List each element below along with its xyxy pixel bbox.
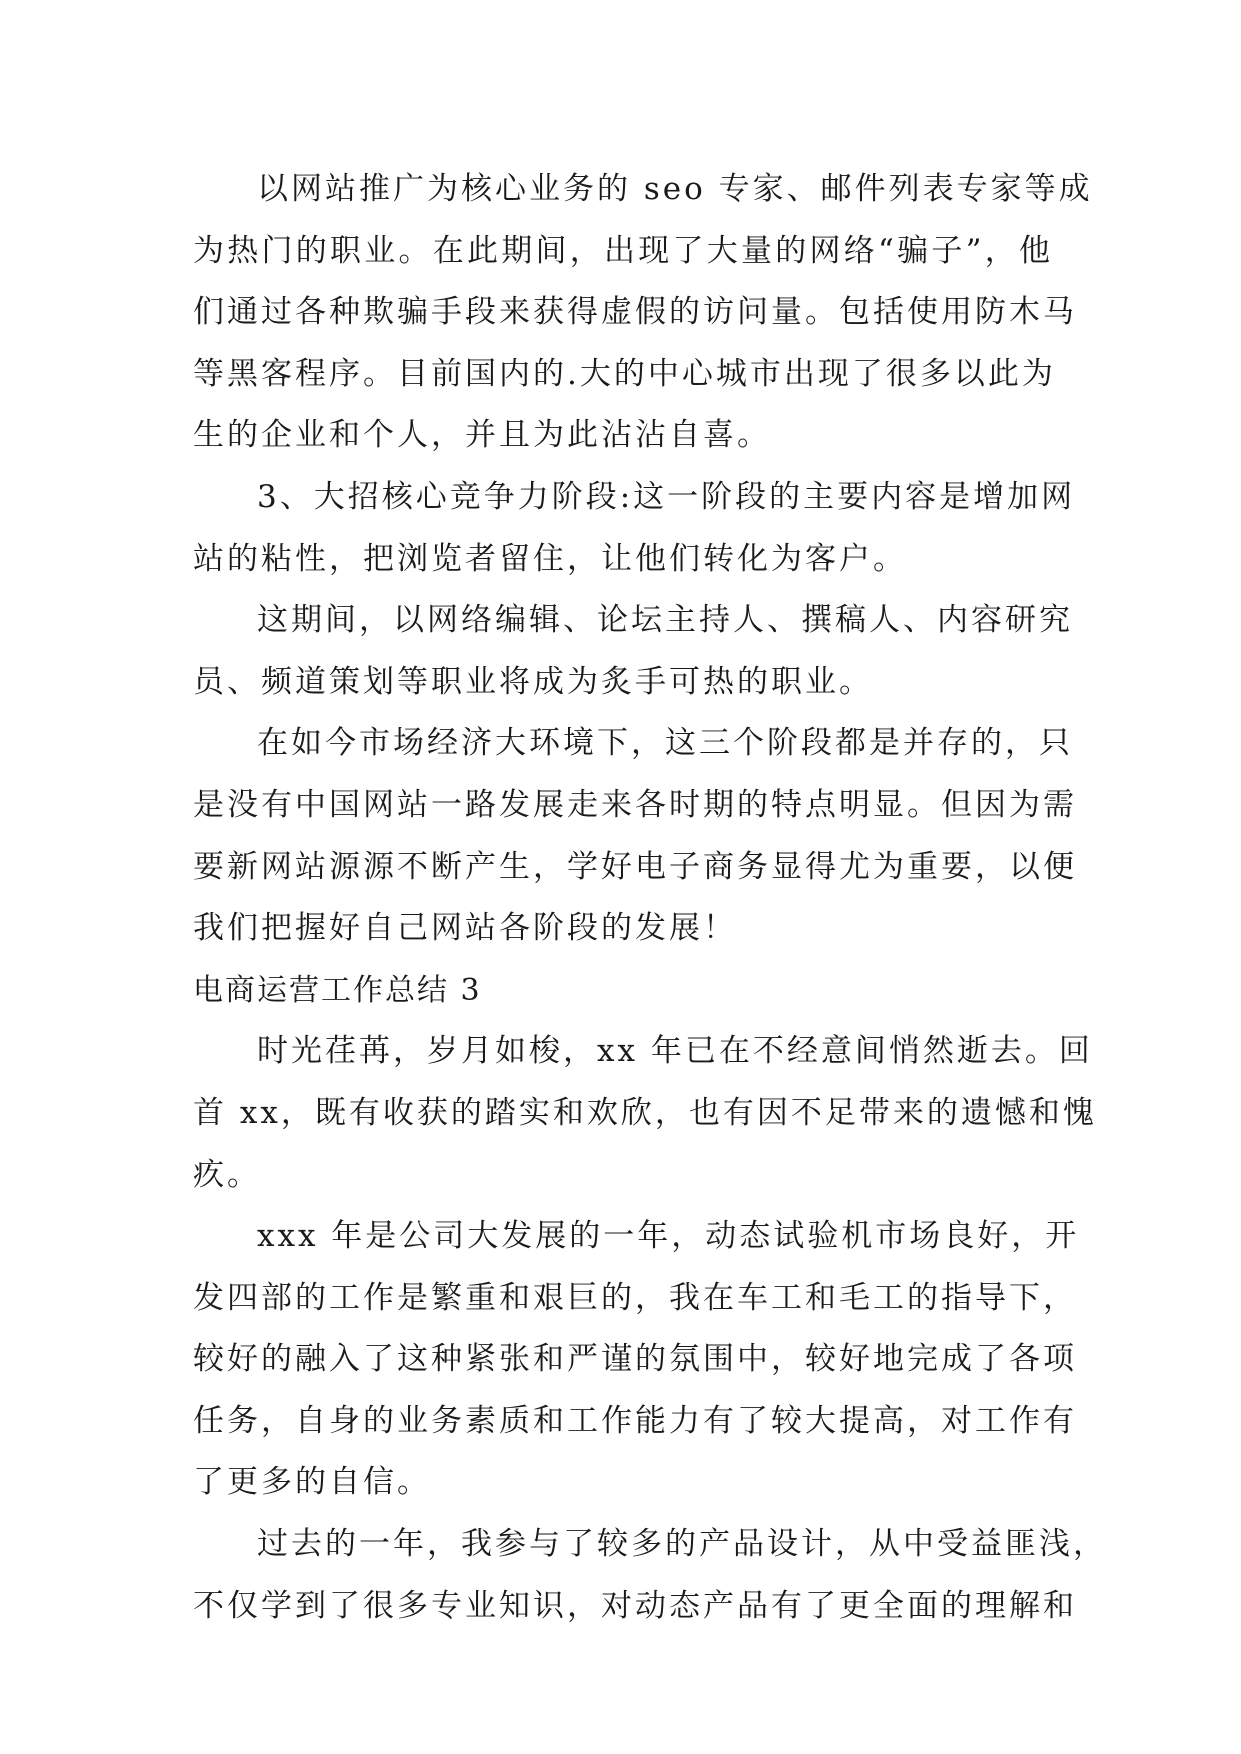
paragraph	[193, 159, 1093, 467]
text-line: 是没有中国网站一路发展走来各时期的特点明显。但因为需	[193, 786, 1077, 823]
text-line: 这期间，以网络编辑、论坛主持人、撰稿人、内容研究	[257, 602, 1073, 639]
text-line: 较好的融入了这种紧张和严谨的氛围中，较好地完成了各项	[193, 1341, 1077, 1378]
paragraph	[193, 713, 1077, 959]
text-line: 疚。	[193, 1156, 261, 1193]
text-line: 站的粘性，把浏览者留住，让他们转化为客户。	[193, 540, 907, 577]
paragraph	[193, 1021, 1097, 1206]
text-line: xxx 年是公司大发展的一年，动态试验机市场良好，开	[257, 1218, 1080, 1255]
paragraph	[193, 1514, 1107, 1637]
paragraph	[193, 467, 1076, 590]
text-line: 在如今市场经济大环境下，这三个阶段都是并存的，只	[257, 725, 1073, 762]
text-line: 时光荏苒，岁月如梭，xx 年已在不经意间悄然逝去。回	[257, 1033, 1093, 1070]
text-line: 员、频道策划等职业将成为炙手可热的职业。	[193, 663, 873, 700]
text-line: 3、大招核心竞争力阶段:这一阶段的主要内容是增加网	[257, 478, 1076, 515]
text-line: 不仅学到了很多专业知识，对动态产品有了更全面的理解和	[193, 1587, 1077, 1624]
text-line: 等黑客程序。目前国内的.大的中心城市出现了很多以此为	[193, 355, 1056, 392]
text-line: 发四部的工作是繁重和艰巨的，我在车工和毛工的指导下，	[193, 1279, 1077, 1316]
text-line: 了更多的自信。	[193, 1464, 431, 1501]
text-line: 任务，自身的业务素质和工作能力有了较大提高，对工作有	[193, 1402, 1077, 1439]
text-line: 我们把握好自己网站各阶段的发展！	[193, 910, 737, 947]
text-line: 要新网站源源不断产生，学好电子商务显得尤为重要，以便	[193, 848, 1077, 885]
document-body	[193, 159, 1107, 1637]
text-line: 生的企业和个人，并且为此沾沾自喜。	[193, 417, 771, 454]
section-heading: 电商运营工作总结 3	[193, 972, 482, 1008]
text-line: 以网站推广为核心业务的 seo 专家、邮件列表专家等成	[257, 171, 1093, 207]
paragraph	[193, 1206, 1080, 1514]
text-line: 们通过各种欺骗手段来获得虚假的访问量。包括使用防木马	[193, 294, 1077, 331]
text-line: 首 xx，既有收获的踏实和欢欣，也有因不足带来的遗憾和愧	[193, 1094, 1097, 1131]
paragraph	[193, 590, 1073, 713]
text-line: 过去的一年，我参与了较多的产品设计，从中受益匪浅，	[257, 1526, 1107, 1563]
text-line: 为热门的职业。在此期间，出现了大量的网络“骗子”，他	[193, 232, 1053, 269]
